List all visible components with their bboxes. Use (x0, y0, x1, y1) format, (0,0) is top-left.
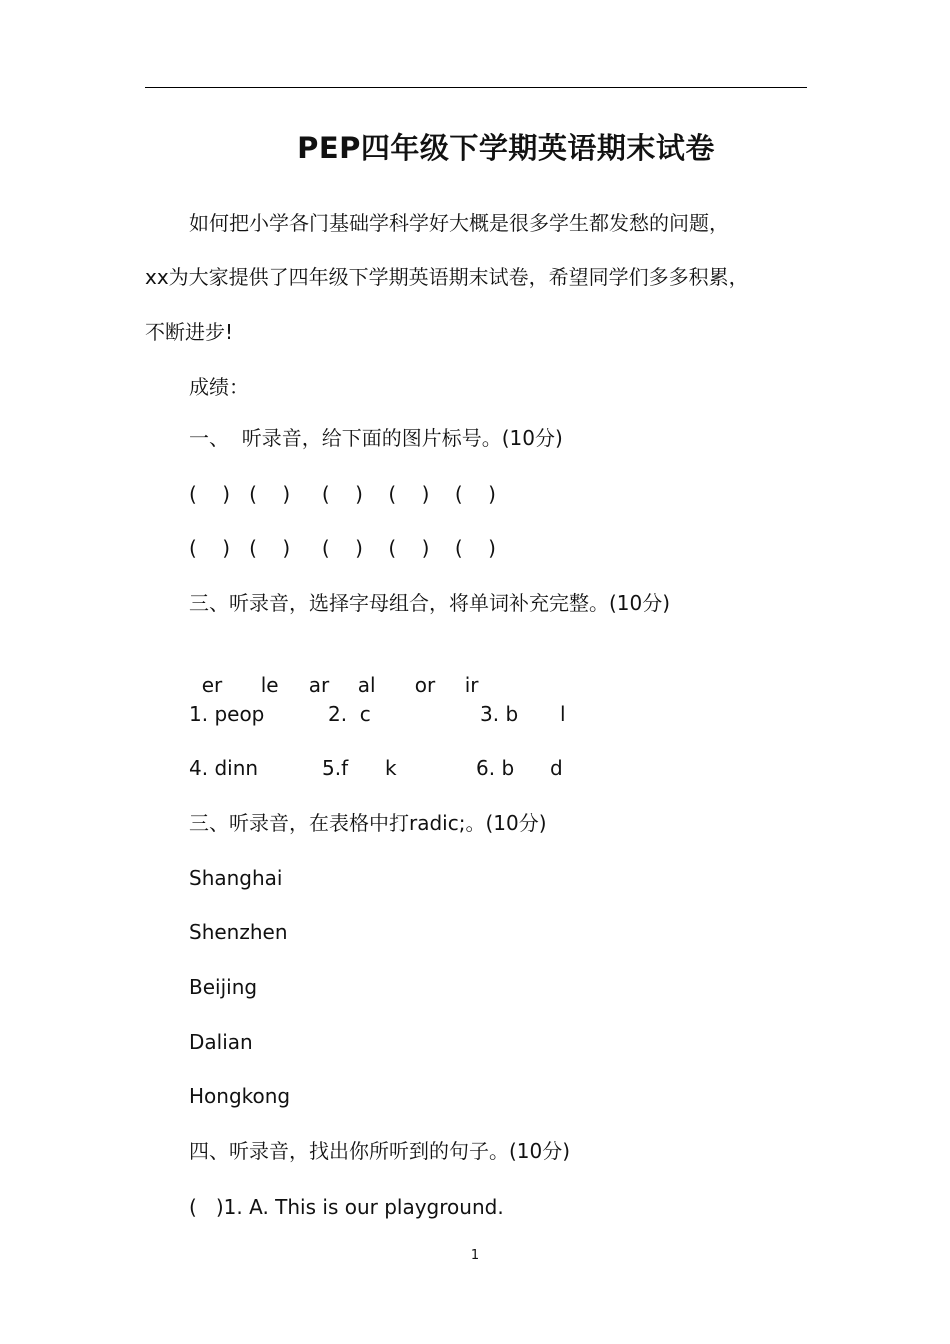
fill-item-3: 3. b (480, 702, 519, 726)
section3-heading: 三、听录音，在表格中打radic;。(10分) (189, 811, 547, 835)
intro-line-2: xx为大家提供了四年级下学期英语期末试卷，希望同学们多多积累， (145, 265, 749, 289)
fill-item-5: 5.f (322, 756, 349, 780)
option-al: al (357, 673, 376, 697)
option-er: er (201, 673, 223, 697)
fill-item-6-end: d (550, 756, 563, 780)
city-shenzhen: Shenzhen (189, 920, 288, 944)
fill-item-1: 1. peop (189, 702, 265, 726)
sentence-item-1: ( )1. A. This is our playground. (189, 1195, 504, 1219)
city-beijing: Beijing (189, 975, 258, 999)
score-label: 成绩： (189, 375, 249, 399)
option-le: le (260, 673, 279, 697)
document-title: PEP四年级下学期英语期末试卷 (297, 131, 715, 165)
bracket-row-1: ( ) ( ) ( ) ( ) ( ) (189, 482, 496, 506)
fill-item-3-end: l (560, 702, 566, 726)
city-hongkong: Hongkong (189, 1084, 291, 1108)
fill-item-6: 6. b (476, 756, 515, 780)
section4-heading: 四、听录音，找出你所听到的句子。(10分) (189, 1139, 571, 1163)
intro-line-1 (145, 210, 817, 236)
fill-item-4: 4. dinn (189, 756, 259, 780)
letter-options (189, 646, 479, 698)
fill-item-5-end: k (385, 756, 397, 780)
option-or: or (414, 673, 436, 697)
bracket-row-2: ( ) ( ) ( ) ( ) ( ) (189, 536, 496, 560)
city-dalian: Dalian (189, 1030, 253, 1054)
city-shanghai: Shanghai (189, 866, 283, 890)
page-number: 1 (470, 1248, 480, 1263)
intro-line-3: 不断进步! (145, 320, 234, 344)
option-ar: ar (308, 673, 330, 697)
section2-heading: 三、听录音，选择字母组合，将单词补充完整。(10分) (189, 591, 671, 615)
fill-item-2: 2. c (328, 702, 371, 726)
header-rule (145, 87, 807, 88)
section1-heading: 一、 听录音，给下面的图片标号。(10分) (189, 426, 563, 450)
option-ir: ir (464, 673, 479, 697)
intro-text-1: 如何把小学各门基础学科学好大概是很多学生都发愁的问题， (189, 211, 729, 235)
